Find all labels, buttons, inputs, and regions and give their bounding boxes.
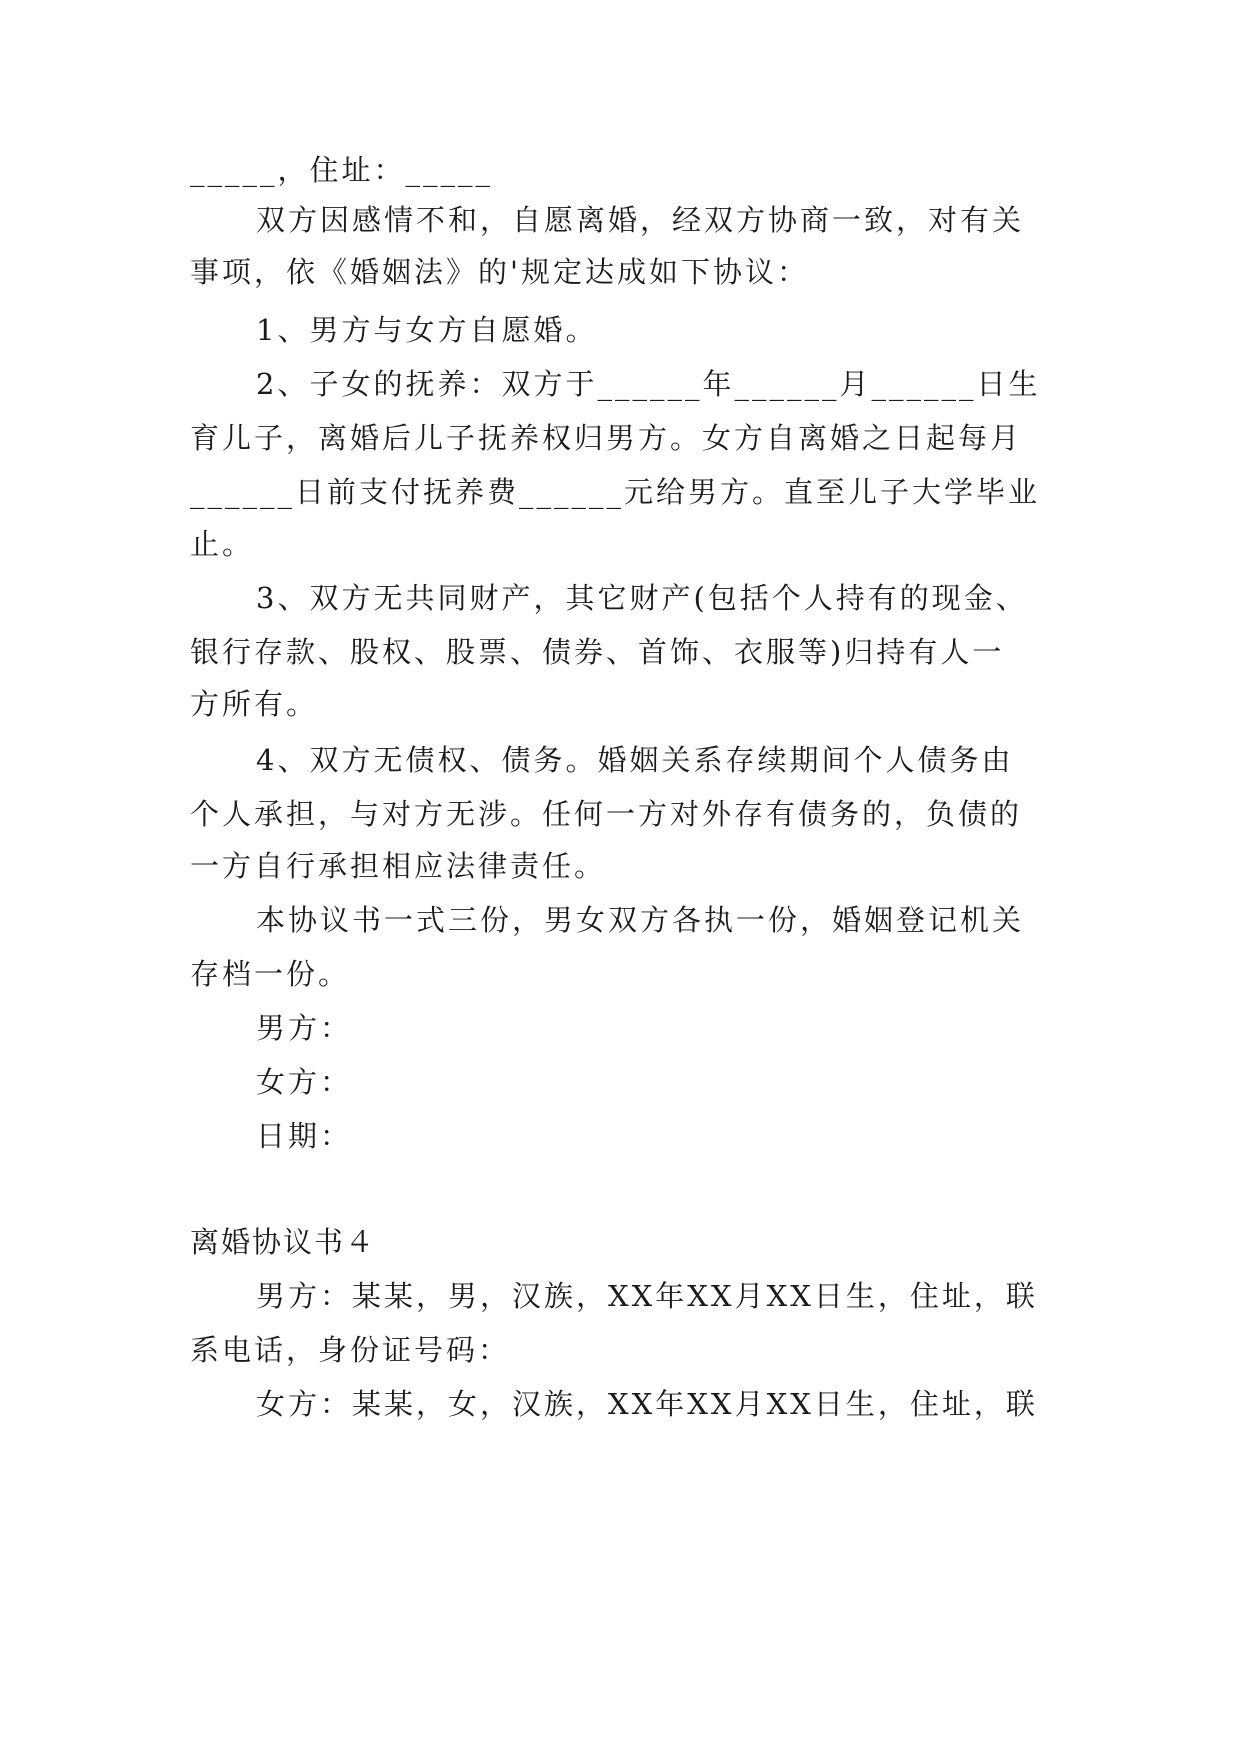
signature-male-label: 男方： [256, 1011, 353, 1045]
text-line: 银行存款、股权、股票、债券、首饰、衣服等)归持有人一 [190, 635, 1005, 669]
text-line: 个人承担，与对方无涉。任何一方对外存有债务的，负债的 [190, 797, 1023, 831]
text-line: _____，住址：_____ [190, 153, 494, 187]
signature-female-label: 女方： [256, 1065, 353, 1099]
text-line: ______日前支付抚养费______元给男方。直至儿子大学毕业 [190, 475, 1041, 509]
text-line: 双方因感情不和，自愿离婚，经双方协商一致，对有关 [256, 203, 1025, 237]
list-item-4: 4、双方无债权、债务。婚姻关系存续期间个人债务由 [256, 743, 1014, 777]
list-item-3: 3、双方无共同财产，其它财产(包括个人持有的现金、 [256, 581, 1028, 615]
text-line: 方所有。 [190, 687, 319, 721]
text-line: 男方：某某，男，汉族，XX年XX月XX日生，住址，联 [256, 1279, 1038, 1313]
list-item-2: 2、子女的抚养：双方于______年______月______日生 [256, 367, 1041, 401]
date-label: 日期： [256, 1119, 353, 1153]
section-title: 离婚协议书４ [190, 1225, 377, 1259]
text-line: 事项，依《婚姻法》的'规定达成如下协议： [190, 255, 809, 289]
text-line: 系电话，身份证号码： [190, 1333, 511, 1367]
text-line: 止。 [190, 527, 255, 561]
text-line: 女方：某某，女，汉族，XX年XX月XX日生，住址，联 [256, 1387, 1038, 1421]
text-line: 一方自行承担相应法律责任。 [190, 849, 607, 883]
text-line: 存档一份。 [190, 957, 351, 991]
list-item-1: 1、男方与女方自愿婚。 [256, 313, 598, 347]
text-line: 育儿子，离婚后儿子抚养权归男方。女方自离婚之日起每月 [190, 421, 1023, 455]
text-line: 本协议书一式三份，男女双方各执一份，婚姻登记机关 [256, 903, 1025, 937]
